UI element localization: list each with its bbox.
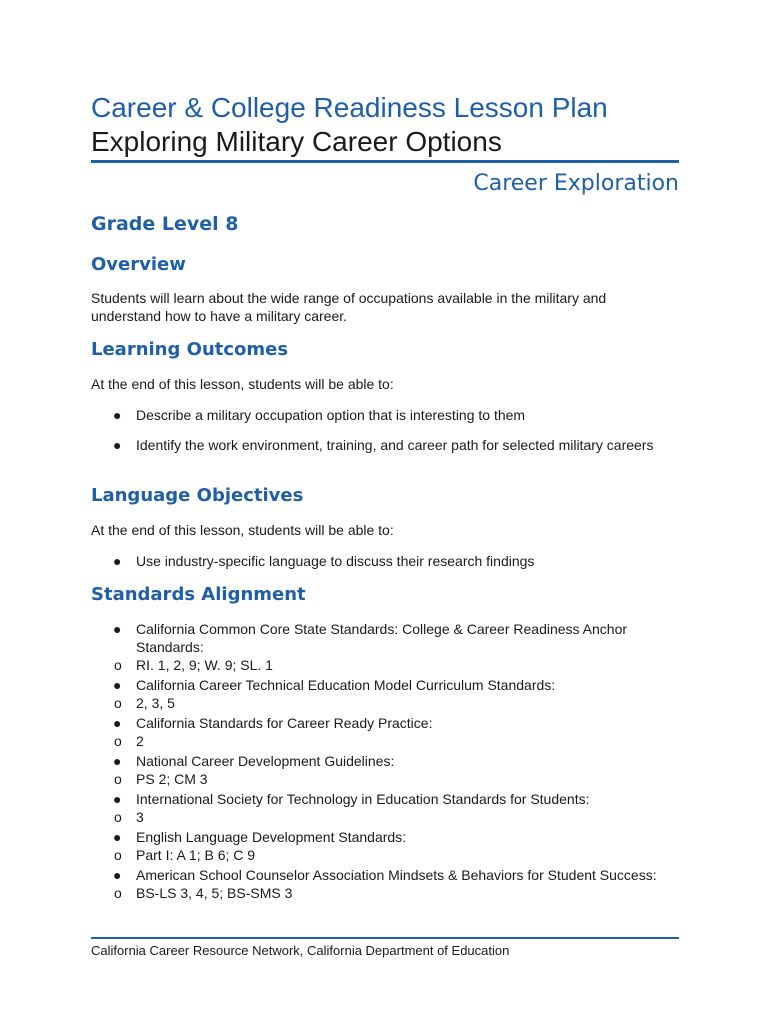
bullet-icon: ● [113, 753, 122, 769]
sub-bullet-icon: o [114, 885, 122, 901]
bullet-icon: ● [113, 829, 122, 845]
list-item [91, 714, 679, 750]
bullet-icon: ● [113, 677, 122, 693]
list-item-text: International Society for Technology in Education Standards for Students: [136, 791, 590, 807]
language-objectives-heading: Language Objectives [91, 485, 304, 506]
sub-bullet-icon: o [114, 733, 122, 749]
sub-bullet-icon: o [114, 847, 122, 863]
sub-list-item [91, 846, 679, 864]
overview-text: Students will learn about the wide range of occupations available in the military and understand how to have a military career. [91, 290, 607, 324]
list-item-text: National Career Development Guidelines: [136, 753, 395, 769]
sub-item-text: PS 2; CM 3 [136, 771, 208, 787]
sub-bullet-icon: o [114, 657, 122, 673]
sub-item-text: BS-LS 3, 4, 5; BS-SMS 3 [136, 885, 293, 901]
footer-text: California Career Resource Network, California Department of Education [91, 943, 510, 958]
standards-list [91, 620, 679, 904]
sub-item-text: 2, 3, 5 [136, 695, 175, 711]
language-objectives-list [91, 552, 679, 570]
list-item [91, 406, 679, 424]
sub-item-text: RI. 1, 2, 9; W. 9; SL. 1 [136, 657, 273, 673]
learning-outcomes-intro: At the end of this lesson, students will be able to: [91, 376, 394, 392]
list-item-text: Identify the work environment, training, and career path for selected military careers [136, 437, 654, 453]
title-divider [91, 160, 679, 163]
list-item [91, 676, 679, 712]
sub-bullet-icon: o [114, 771, 122, 787]
bullet-icon: ● [113, 867, 122, 883]
list-item [91, 866, 679, 902]
sub-item-text: 3 [136, 809, 144, 825]
list-item [91, 790, 679, 826]
sub-list-item [91, 884, 679, 902]
list-item [91, 752, 679, 788]
bullet-icon: ● [113, 621, 122, 637]
sub-list-item [91, 808, 679, 826]
learning-outcomes-heading: Learning Outcomes [91, 339, 289, 360]
list-item-text: American School Counselor Association Mindsets & Behaviors for Student Success: [136, 867, 657, 883]
bullet-icon: ● [113, 791, 122, 807]
list-item [91, 620, 679, 674]
sub-list-item [91, 770, 679, 788]
list-item-text: California Standards for Career Ready Practice: [136, 715, 433, 731]
list-item-text: Use industry-specific language to discuss their research findings [136, 553, 535, 569]
sub-item-text: 2 [136, 733, 144, 749]
lesson-plan-page [91, 0, 679, 1024]
document-title: Career & College Readiness Lesson Plan [91, 92, 608, 123]
category-label: Career Exploration [473, 171, 679, 196]
list-item [91, 828, 679, 864]
sub-bullet-icon: o [114, 695, 122, 711]
list-item-text: California Common Core State Standards: College & Career Readiness Anchor Standards: [136, 621, 628, 655]
list-item [91, 436, 679, 454]
footer-divider [91, 937, 679, 939]
learning-outcomes-list [91, 406, 679, 454]
bullet-icon: ● [113, 437, 122, 453]
bullet-icon: ● [113, 407, 122, 423]
list-item-text: Describe a military occupation option that is interesting to them [136, 407, 526, 423]
grade-level-heading: Grade Level 8 [91, 213, 239, 235]
sub-list-item [91, 732, 679, 750]
list-item-text: California Career Technical Education Model Curriculum Standards: [136, 677, 556, 693]
sub-list-item [91, 656, 679, 674]
standards-heading: Standards Alignment [91, 584, 306, 605]
list-item [91, 552, 679, 570]
overview-heading: Overview [91, 254, 186, 275]
sub-bullet-icon: o [114, 809, 122, 825]
bullet-icon: ● [113, 715, 122, 731]
language-objectives-intro: At the end of this lesson, students will be able to: [91, 522, 394, 538]
sub-item-text: Part I: A 1; B 6; C 9 [136, 847, 256, 863]
sub-list-item [91, 694, 679, 712]
document-subtitle: Exploring Military Career Options [91, 126, 502, 157]
bullet-icon: ● [113, 553, 122, 569]
list-item-text: English Language Development Standards: [136, 829, 407, 845]
